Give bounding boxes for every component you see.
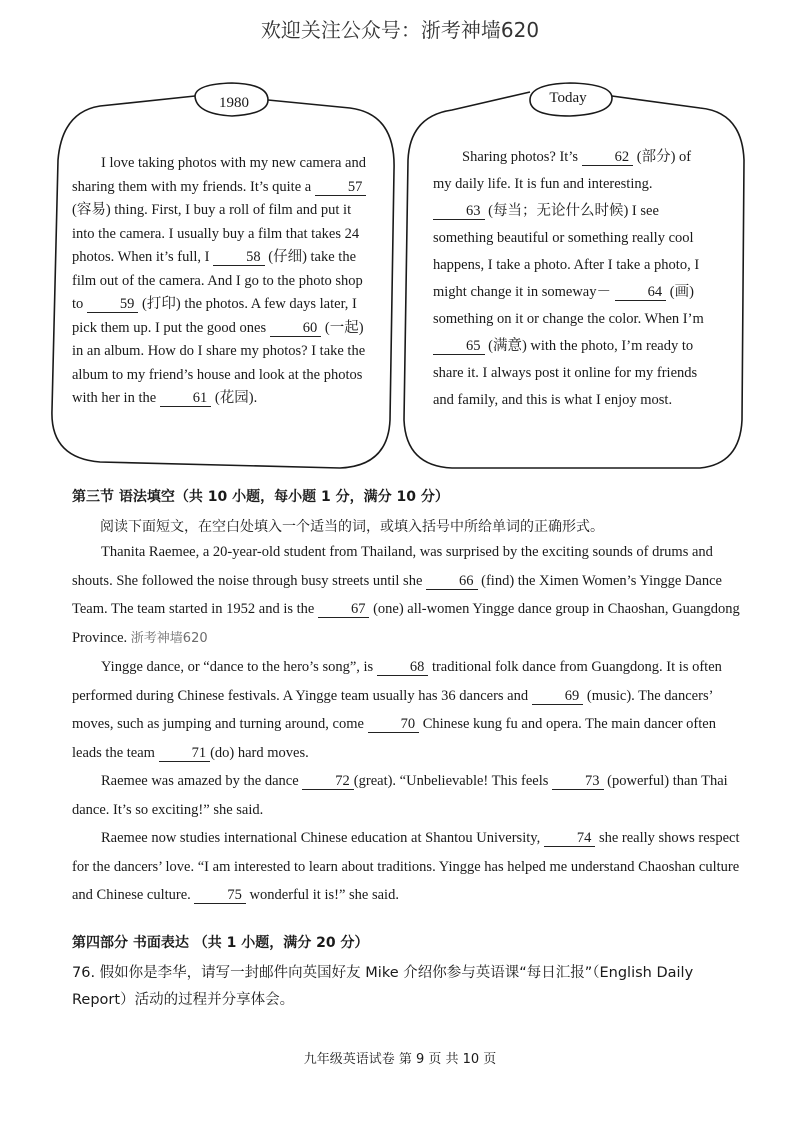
passage-text: (great). “Unbelievable! This feels	[353, 773, 553, 789]
grammar-passage	[72, 538, 740, 910]
answer-blank-66: 66	[426, 573, 478, 590]
passage-text: Yingge dance, or “dance to the hero’s song”, is	[101, 659, 377, 675]
section3-instruction: 阅读下面短文，在空白处填入一个适当的词，或填入括号中所给单词的正确形式。	[100, 519, 604, 535]
section3-title: 第三节 语法填空（共 10 小题，每小题 1 分，满分 10 分）	[72, 489, 449, 505]
passage-text: Thanita Raemee, a 20-year-old student from Thailand, was surprised by the exciting sounds of drums and shouts. She followed the noise through busy streets until she	[72, 544, 713, 589]
answer-blank-75: 75	[194, 887, 246, 904]
passage-text: (一起) in an album. How do I share my photos? I take the album to my friend’s house and look at the photos with her in the	[72, 319, 366, 406]
answer-blank-63: 63	[433, 203, 485, 220]
answer-blank-59: 59	[87, 296, 139, 313]
answer-blank-72: 72	[302, 773, 354, 790]
passage-paragraph	[72, 824, 740, 910]
right-bubble-text	[433, 144, 707, 414]
answer-blank-74: 74	[544, 830, 596, 847]
answer-blank-67: 67	[318, 601, 370, 618]
passage-text: (每当；无论什么时候) I see something beautiful or something really cool happens, I take a photo. After I take a photo, I might change it in someway－	[433, 203, 700, 300]
passage-text: (部分) of my daily life. It is fun and interesting.	[433, 149, 692, 192]
passage-text: Raemee now studies international Chinese education at Shantou University,	[101, 830, 544, 846]
passage-paragraph	[72, 653, 740, 767]
left-bubble-text	[72, 152, 374, 411]
watermark-text: 浙考神墙620	[130, 630, 208, 646]
answer-blank-61: 61	[160, 390, 212, 407]
passage-text: (do) hard moves.	[210, 744, 309, 761]
writing-question-76: 76. 假如你是李华，请写一封邮件向英国好友 Mike 介绍你参与英语课“每日汇报”（English Daily Report）活动的过程并分享体会。	[72, 965, 694, 1008]
answer-blank-64: 64	[615, 284, 667, 301]
answer-blank-60: 60	[270, 320, 322, 337]
passage-text: Raemee was amazed by the dance	[101, 773, 303, 789]
answer-blank-62: 62	[582, 149, 634, 166]
year-label-today: Today	[549, 90, 587, 106]
passage-text: (容易) thing. First, I buy a roll of film and put it into the camera. I usually buy a film that takes 24 photos. When it’s full, I	[72, 202, 360, 265]
answer-blank-68: 68	[377, 659, 429, 676]
passage-text: Chinese kung fu and opera. The main dancer often leads the team	[72, 716, 716, 761]
passage-text: (find) the Ximen Women’s Yingge Dance Team. The team started in 1952 and is the	[72, 572, 722, 617]
passage-text: (花园).	[211, 390, 258, 406]
answer-blank-57: 57	[315, 179, 367, 196]
passage-text: Sharing photos? It’s	[462, 149, 582, 165]
page-header-banner: 欢迎关注公众号：浙考神墙620	[260, 18, 540, 42]
passage-paragraph	[72, 538, 740, 653]
passage-text: (powerful) than Thai dance. It’s so exciting!” she said.	[72, 773, 728, 818]
year-label-1980: 1980	[219, 95, 249, 111]
passage-text: (music). The dancers’ moves, such as jumping and turning around, come	[72, 687, 713, 732]
answer-blank-69: 69	[532, 688, 584, 705]
passage-text: she really shows respect for the dancers’ love. “I am interested to learn about traditions. Yingge has helped me understand Chaoshan culture and Chinese culture.	[72, 830, 740, 903]
answer-blank-65: 65	[433, 338, 485, 355]
answer-blank-71: 71	[159, 745, 211, 762]
page-footer: 九年级英语试卷 第 9 页 共 10 页	[303, 1052, 497, 1067]
passage-text: (满意) with the photo, I’m ready to share it. I always post it online for my friends and family, and this is what I enjoy most.	[433, 338, 698, 408]
section4-title: 第四部分 书面表达 （共 1 小题，满分 20 分）	[72, 935, 369, 951]
answer-blank-70: 70	[368, 716, 420, 733]
passage-text: I love taking photos with my new camera and sharing them with my friends. It’s quite a	[72, 155, 366, 195]
passage-text: (仔细) take the film out of the camera. And I go to the photo shop to	[72, 249, 363, 312]
answer-blank-73: 73	[552, 773, 604, 790]
passage-text: (打印) the photos. A few days later, I pick them up. I put the good ones	[72, 296, 357, 336]
passage-text: wonderful it is!” she said.	[245, 887, 399, 903]
passage-text: traditional folk dance from Guangdong. It is often performed during Chinese festivals. A Yingge team usually has 36 dancers and	[72, 659, 722, 704]
passage-paragraph	[72, 767, 740, 824]
passage-text: (画) something on it or change the color. When I’m	[433, 284, 704, 327]
answer-blank-58: 58	[213, 249, 265, 266]
passage-text: (one) all-women Yingge dance group in Chaoshan, Guangdong Province.	[72, 601, 740, 646]
